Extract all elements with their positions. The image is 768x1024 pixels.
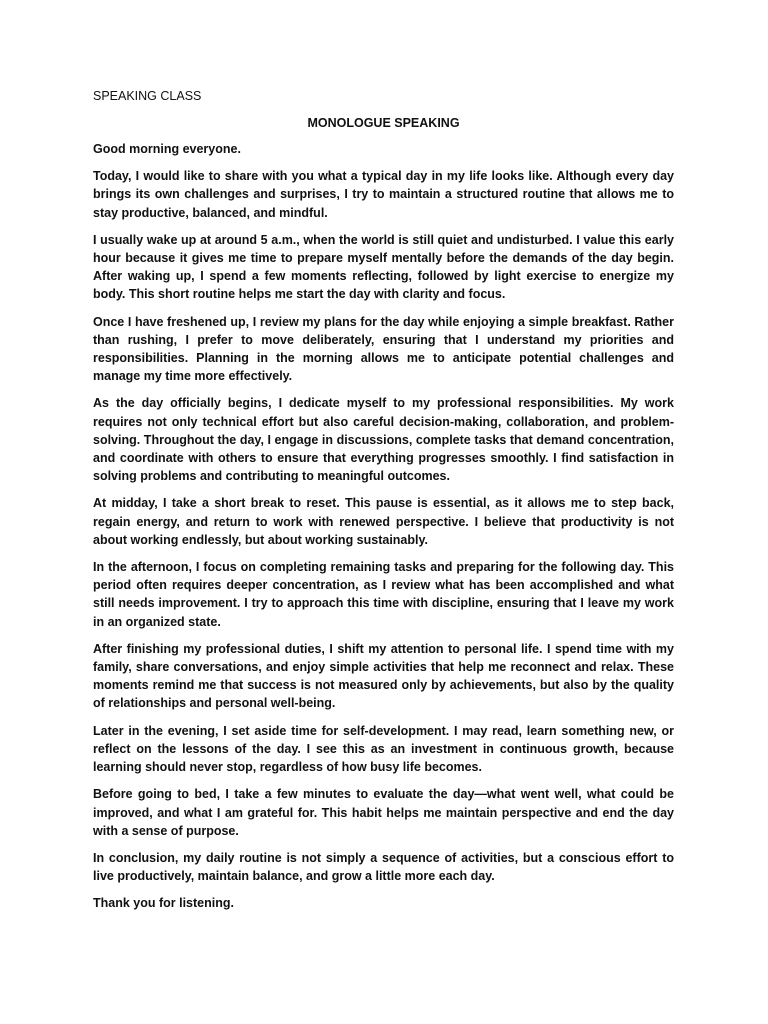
paragraph-evening: Later in the evening, I set aside time for self-development. I may read, learn something new, or reflect on the lessons of the day. I see this as an investment in continuous growth, because learning should never stop, regardless of how busy life becomes. xyxy=(93,723,674,775)
document-title: MONOLOGUE SPEAKING xyxy=(307,116,460,130)
paragraph-wake-up: I usually wake up at around 5 a.m., when the world is still quiet and undisturbed. I value this early hour because it gives me time to prepare myself mentally before the demands of the day begin. After waking up, I spend a few moments reflecting, followed by light exercise to energize my body. This short routine helps me start the day with clarity and focus. xyxy=(93,232,674,302)
paragraph-work: As the day officially begins, I dedicate myself to my professional responsibilities. My work requires not only technical effort but also careful decision-making, collaboration, and problem-solving. Throughout the day, I engage in discussions, complete tasks that demand concentration, and coordinate with others to ensure that everything progresses smoothly. I find satisfaction in solving problems and contributing to meaningful outcomes. xyxy=(93,396,674,484)
paragraph-midday: At midday, I take a short break to reset. This pause is essential, as it allows me to step back, regain energy, and return to work with renewed perspective. I believe that productivity is not about working endlessly, but about working sustainably. xyxy=(93,496,674,547)
paragraph-afternoon: In the afternoon, I focus on completing remaining tasks and preparing for the following day. This period often requires deeper concentration, as I review what has been accomplished and what still needs improvement. I try to approach this time with discipline, ensuring that I leave my work in an organized state. xyxy=(93,560,674,629)
paragraph-breakfast: Once I have freshened up, I review my plans for the day while enjoying a simple breakfast. Rather than rushing, I prefer to move deliberately, ensuring that I understand my priorities and responsibilities. Planning in the morning allows me to anticipate potential challenges and manage my time more effectively. xyxy=(93,314,674,384)
paragraph-bedtime: Before going to bed, I take a few minutes to evaluate the day—what went well, what could be improved, and what I am grateful for. This habit helps me maintain perspective and end the day with a sense of purpose. xyxy=(93,787,674,838)
paragraph-personal-life: After finishing my professional duties, I shift my attention to personal life. I spend time with my family, share conversations, and enjoy simple activities that help me reconnect and relax. These moments remind me that success is not measured only by achievements, but also by the quality of relationships and personal well-being. xyxy=(93,641,674,711)
paragraph-introduction: Today, I would like to share with you what a typical day in my life looks like. Although every day brings its own challenges and surprises, I try to maintain a structured routine that allows me to stay productive, balanced, and mindful. xyxy=(93,169,674,220)
header-label: SPEAKING CLASS xyxy=(93,89,202,103)
paragraph-greeting: Good morning everyone. xyxy=(93,142,241,156)
paragraph-conclusion: In conclusion, my daily routine is not simply a sequence of activities, but a conscious effort to live productively, maintain balance, and grow a little more each day. xyxy=(93,850,674,884)
document-page xyxy=(93,87,674,913)
paragraph-closing: Thank you for listening. xyxy=(93,896,234,911)
